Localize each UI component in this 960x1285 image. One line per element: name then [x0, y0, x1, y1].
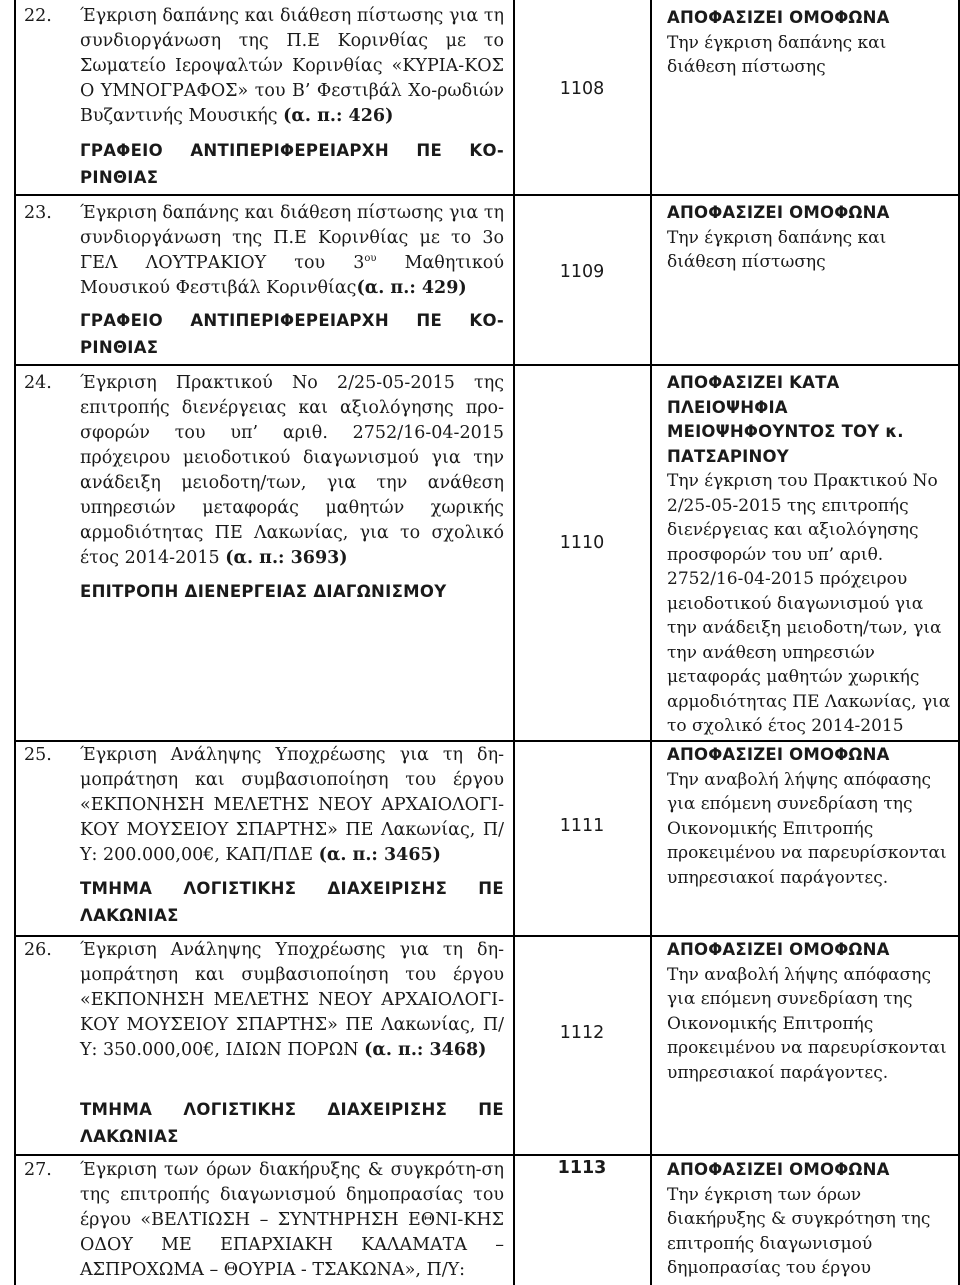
responsible-office: ΤΜΗΜΑ ΛΟΓΙΣΤΙΚΗΣ ΔΙΑΧΕΙΡΙΣΗΣ ΠΕ ΛΑΚΩΝΙΑΣ [80, 879, 504, 925]
decision-number: 1113 [557, 1158, 607, 1178]
decision-text: Την έγκριση δαπάνης και διάθεση πίστωσης [667, 227, 887, 272]
responsible-office: ΤΜΗΜΑ ΛΟΓΙΣΤΙΚΗΣ ΔΙΑΧΕΙΡΙΣΗΣ ΠΕ ΛΑΚΩΝΙΑΣ [80, 1100, 504, 1146]
decision-heading: ΑΠΟΦΑΣΙΖΕΙ ΟΜΟΦΩΝΑ [667, 745, 890, 764]
item-number: 23. [24, 203, 52, 223]
decision-number: 1110 [559, 533, 605, 553]
decision-number: 1112 [559, 1023, 605, 1043]
decision [667, 938, 957, 1085]
row-divider [14, 740, 960, 742]
description-text: Έγκριση δαπάνης και διάθεση πίστωσης για τη συνδιοργάνωση της Π.Ε Κορινθίας με το Σωματείο Ιεροψαλτών Κορινθίας «ΚΥΡΙΑ-ΚΟΣ Ο ΥΜΝΟΓΡΑΦΟΣ» του Β’ Φεστιβάλ Χο-ρωδιών Βυζαντινής Μουσικής [80, 6, 504, 126]
item-description: Έγκριση των όρων διακήρυξης & συγκρότη-ση της επιτροπής διαγωνισμού δημοπρασίας του έργου «ΒΕΛΤΙΩΣΗ – ΣΥΝΤΗΡΗΣΗ ΕΘΝΙ-ΚΗΣ ΟΔΟΥ ΜΕ ΕΠΑΡΧΙΑΚΗ ΚΑΛΑΜΑΤΑ – ΑΣΠΡΟΧΩΜΑ – ΘΟΥΡΙΑ - ΤΣΑΚΩΝΑ», Π/Υ: [80, 1160, 504, 1280]
decision-number: 1109 [559, 262, 605, 282]
decision-heading: ΑΠΟΦΑΣΙΖΕΙ ΟΜΟΦΩΝΑ [667, 8, 890, 27]
protocol-ref: (α. π.: 426) [283, 106, 394, 126]
item-number: 27. [24, 1160, 52, 1180]
protocol-ref: (α. π.: 429) [356, 278, 467, 298]
item-description [80, 743, 504, 868]
row-divider [14, 1154, 960, 1156]
decision-text: Την αναβολή λήψης απόφασης για επόμενη συνεδρίαση της Οικονομικής Επιτροπής προκειμένου να παρευρίσκονται υπηρεσιακοί παράγοντες. [667, 964, 947, 1083]
item-number: 25. [24, 745, 52, 765]
description-text: Έγκριση Πρακτικού Νο 2/25-05-2015 της επιτροπής διενέργειας και αξιολόγησης προ-σφορών του υπ’ αριθ. 2752/16-04-2015 πρόχειρου μειοδοτικού διαγωνισμού για την ανάδειξη μειοδοτη/των, για την ανάθεση υπηρεσιών μεταφοράς μαθητών χωρικής αρμοδιότητας ΠΕ Λακωνίας, για το σχολικό έτος 2014-2015 [80, 373, 504, 568]
decision-text: Την αναβολή λήψης απόφασης για επόμενη συνεδρίαση της Οικονομικής Επιτροπής προκειμένου να παρευρίσκονται υπηρεσιακοί παράγοντες. [667, 769, 947, 888]
ordinal-suffix: ου [364, 253, 377, 265]
responsible-office: ΓΡΑΦΕΙΟ ΑΝΤΙΠΕΡΙΦΕΡΕΙΑΡΧΗ ΠΕ ΚΟ-ΡΙΝΘΙΑΣ [80, 141, 504, 187]
decision [667, 371, 957, 739]
description-text: Μαθητικού Μουσικού Φεστιβάλ Κορινθίας [80, 253, 504, 298]
item-number: 26. [24, 940, 52, 960]
column-divider-2 [650, 0, 652, 1285]
decision-text: Την έγκριση δαπάνης και διάθεση πίστωσης [667, 32, 887, 77]
item-number: 22. [24, 6, 52, 26]
description-text: Έγκριση δαπάνης και διάθεση πίστωσης για τη συνδιοργάνωση της Π.Ε Κορινθίας με το 3ο ΓΕΛ ΛΟΥΤΡΑΚΙΟΥ του 3 [80, 203, 504, 273]
decision-heading: ΑΠΟΦΑΣΙΖΕΙ ΟΜΟΦΩΝΑ [667, 203, 890, 222]
decision-text: Την έγκριση των όρων διακήρυξης & συγκρότηση της επιτροπής διαγωνισμού δημοπρασίας του έργου [667, 1184, 931, 1278]
description-text: Έγκριση Ανάληψης Υποχρέωσης για τη δη-μοπράτηση και συμβασιοποίηση του έργου «ΕΚΠΟΝΗΣΗ ΜΕΛΕΤΗΣ ΝΕΟΥ ΑΡΧΑΙΟΛΟΓΙ-ΚΟΥ ΜΟΥΣΕΙΟΥ ΣΠΑΡΤΗΣ» ΠΕ Λακωνίας, Π/Υ: 350.000,00€, ΙΔΙΩΝ ΠΟΡΩΝ [80, 940, 504, 1060]
row-divider [14, 194, 960, 196]
table-border-left [14, 0, 16, 1285]
column-divider-1 [513, 0, 515, 1285]
item-description [80, 201, 504, 301]
item-description [80, 4, 504, 129]
decision-heading: ΑΠΟΦΑΣΙΖΕΙ ΚΑΤΑ ΠΛΕΙΟΨΗΦΙΑ ΜΕΙΟΨΗΦΟΥΝΤΟΣ ΤΟΥ κ. ΠΑΤΣΑΡΙΝΟΥ [667, 373, 904, 466]
protocol-ref: (α. π.: 3465) [318, 845, 441, 865]
protocol-ref: (α. π.: 3468) [364, 1040, 487, 1060]
decision-number: 1108 [559, 79, 605, 99]
description-text: Έγκριση Ανάληψης Υποχρέωσης για τη δη-μοπράτηση και συμβασιοποίηση του έργου «ΕΚΠΟΝΗΣΗ ΜΕΛΕΤΗΣ ΝΕΟΥ ΑΡΧΑΙΟΛΟΓΙ-ΚΟΥ ΜΟΥΣΕΙΟΥ ΣΠΑΡΤΗΣ» ΠΕ Λακωνίας, Π/Υ: 200.000,00€, ΚΑΠ/ΠΔΕ [80, 745, 504, 865]
decision-text: Την έγκριση του Πρακτικού Νο 2/25-05-2015 της επιτροπής διενέργειας και αξιολόγησης προσφορών του υπ’ αριθ. 2752/16-04-2015 πρόχειρου μειοδοτικού διαγωνισμού για την ανάδειξη μειοδοτη/των, για την ανάθεση υπηρεσιών μεταφοράς μαθητών χωρικής αρμοδιότητας ΠΕ Λακωνίας, για το σχολικό έτος 2014-2015 [667, 471, 951, 736]
decision-heading: ΑΠΟΦΑΣΙΖΕΙ ΟΜΟΦΩΝΑ [667, 940, 890, 959]
item-number: 24. [24, 373, 52, 393]
item-description [80, 371, 504, 571]
responsible-office: ΕΠΙΤΡΟΠΗ ΔΙΕΝΕΡΓΕΙΑΣ ΔΙΑΓΩΝΙΣΜΟΥ [80, 582, 447, 601]
decision-number: 1111 [559, 816, 605, 836]
decision [667, 1158, 957, 1281]
item-description [80, 938, 504, 1063]
decision [667, 201, 957, 275]
decision [667, 743, 957, 890]
decision [667, 6, 957, 80]
responsible-office: ΓΡΑΦΕΙΟ ΑΝΤΙΠΕΡΙΦΕΡΕΙΑΡΧΗ ΠΕ ΚΟ-ΡΙΝΘΙΑΣ [80, 311, 504, 357]
decision-heading: ΑΠΟΦΑΣΙΖΕΙ ΟΜΟΦΩΝΑ [667, 1160, 890, 1179]
row-divider [14, 364, 960, 366]
row-divider [14, 935, 960, 937]
protocol-ref: (α. π.: 3693) [225, 548, 348, 568]
